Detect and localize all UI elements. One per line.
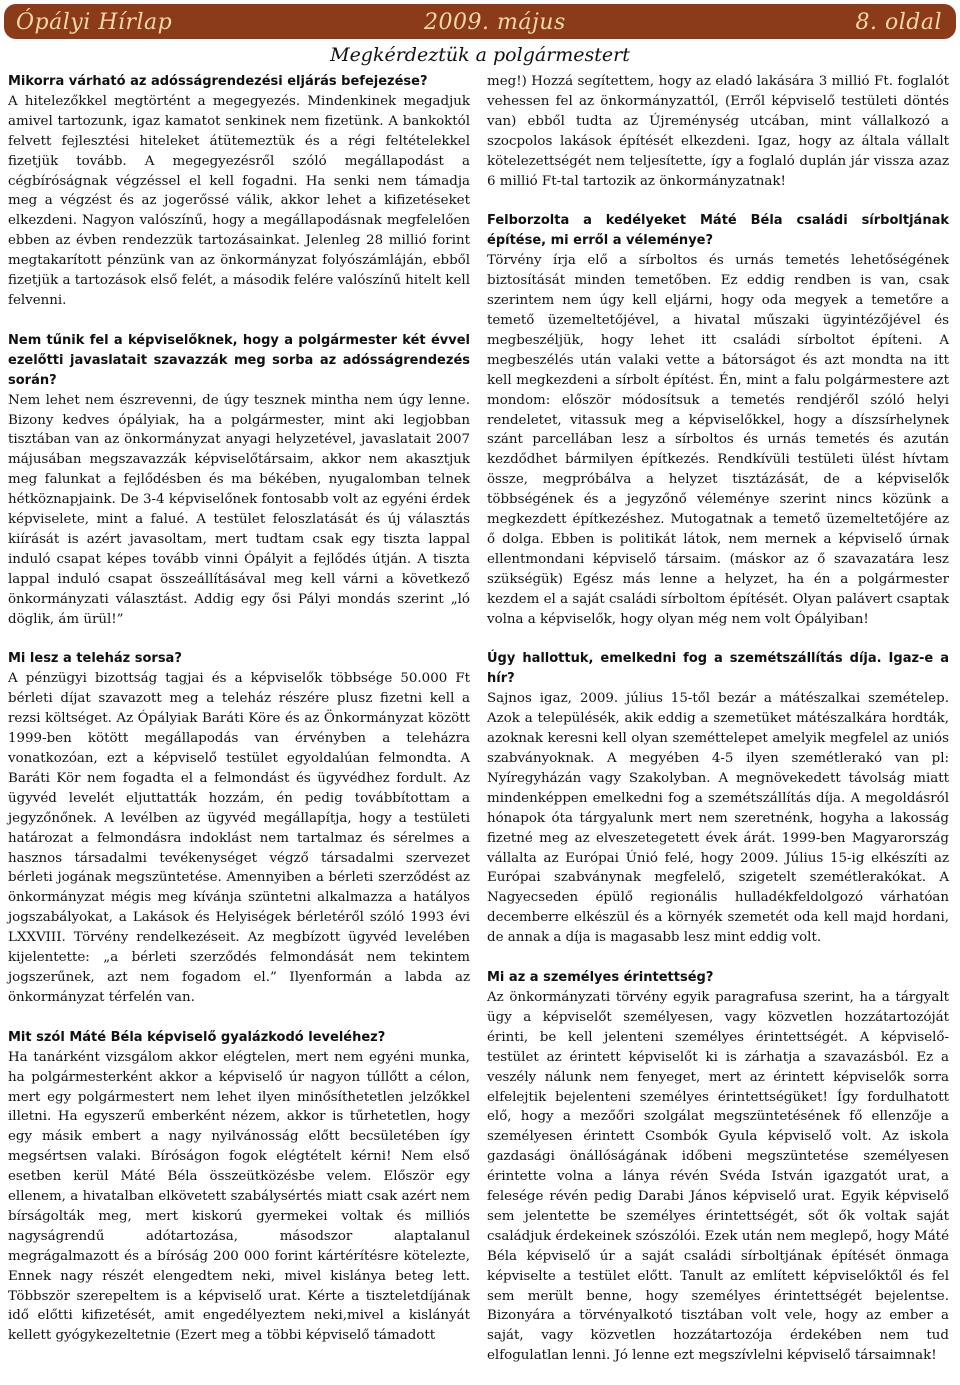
answer-7: Az önkormányzati törvény egyik paragrafusa szerint, ha a tárgyalt ügy a képviselőt személyesen, vagy közvetlen hozzátartozóját érinti, be kell jelenteni személyes érintettségét. A képviselő-testület az érintett képviselőt ki is zárhatja a szavazásból. Ez a veszély nálunk nem fenyeget, mert az érintett képviselők sorra elfelejtik bejelenteni személyes érintettségüket! Így fordulhatott elő, hogy a mezőőri szolgálat megszüntetésének fő ellenzője a személyesen érintett Csombók Gyula képviselő volt. Az iskola gazdasági önállóságának időbeni megszüntetése személyesen érintette volna a lánya révén Svéda István igazgatót urat, a felesége révén pedig Darabi János képviselő urat. Egyik képviselő sem jelentette be személyes érintettségét, sőt ők voltak saját családjuk érdekeinek szószólói. Ezek után nem meglepő, hogy Máté Béla képviselő úr a saját családi sírboltjának építését önmaga képviselte a testület előtt. Tanult az említett képviselőktől és fel sem merült benne, hogy személyes érintettségét bejelentse. Bizonyára a törvényalkotó tisztában volt vele, hogy az ember a saját, vagy közvetlen hozzátartozója érdekében nem tud elfogulatlan lenni. Jó lenne ezt megszívlelni képviselő társaimnak! — [487, 989, 949, 1364]
answer-3: A pénzügyi bizottság tagjai és a képviselők többsége 50.000 Ft bérleti díjat szavazott meg a teleház részére plusz fizetni kell a rezsi költséget. Az Ópályiak Baráti Köre és az Önkormányzat között 1999-ben kötött megállapodás van érvényben a teleházra vonatkozóan, ezt a képviselő testület egyoldalúan felmondta. A Baráti Kör nem fogadta el a felmondást és ügyvédhez fordult. Az ügyvéd levelét eljuttatták hozzám, én pedig továbbítottam a jegyzőnőnek. A levélben az ügyvéd megállapítja, hogy a testületi határozat a felmondásra indoklást nem tartalmaz és sérelmes a hasznos társadalmi tevékenységet végző társadalmi szervezet bérleti jogának megszüntetése. Amennyiben a bérleti szerződést az önkormányzat mégis meg kívánja szüntetni alkalmazza a hatályos jogszabályokat, a Lakások és Helyiségek bérletéről szóló 1993 évi LXXVIII. Törvény rendelkezéseit. Az megbízott ügyvéd levelében kijelentette: „a bérleti szerződés felmondását nem tekintem jogszerűnek, azt nem fogadom el.” Ilyenformán a labda az önkormányzat térfelén van. — [8, 671, 470, 1005]
question-6: Úgy hallottuk, emelkedni fog a szemétszállítás díja. Igaz-e a hír? — [487, 651, 949, 687]
question-1: Mikorra várható az adósságrendezési eljárás befejezése? — [8, 74, 428, 89]
answer-4: Ha tanárként vizsgálom akkor elégtelen, mert nem egyéni munka, ha polgármesterként akkor a képviselő úr nagyon túllőtt a célon, mert egy polgármestert nem lehet ilyen minősíthetetlen jelzőkkel illetni. Ha egyszerű emberként nézem, akkor is tűrhetetlen, hogy egy másik embert a nagy nyilvánosság előtt becsületében így megsértsen valaki. Bíróságon fogok elégtételt kérni! Nem első esetben kerül Máté Béla összeütközésbe velem. Először egy ellenem, a hivatalban elkövetett szabálysértés miatt csak azért nem bírságolták meg, mert kiskorú gyermekei voltak és milliós nagyságrendű adótartozása, másodszor alaptalanul megrágalmazott és a bíróság 200 000 forint kártérítésre kötelezte, Ennek nagy részét elengedtem neki, mivel kislánya beteg lett. Többször szerepeltem is a képviselő urat. Kérte a tiszteletdíjának idő előtti kifizetését, amit engedélyeztem neki,mivel a kislányát kellett gyógykezeltetnie (Ezert meg a többi képviselő támadott — [8, 1049, 470, 1344]
issue-date: 2009. május — [424, 10, 566, 35]
left-column — [8, 72, 470, 1346]
question-2: Nem tűnik fel a képviselőknek, hogy a polgármester két évvel ezelőtti javaslatait szavazzák meg sorba az adósságrendezés során? — [8, 332, 470, 388]
page-header — [4, 4, 956, 39]
right-column — [487, 72, 949, 1366]
question-5: Felborzolta a kedélyeket Máté Béla családi sírboltjának építése, mi erről a véleménye? — [487, 213, 949, 249]
question-4: Mit szól Máté Béla képviselő gyalázkodó leveléhez? — [8, 1029, 386, 1045]
paper-title: Ópályi Hírlap — [16, 10, 173, 35]
answer-1: A hitelezőkkel megtörtént a megegyezés. Mindenkinek megadjuk amivel tartozunk, igaz kamatot senkinek nem fizetünk. A bankoktól felvett fejlesztési hiteleket átütemeztük és a régi feltételekkel fizetjük tovább. A megegyezésről szóló megállapodást a cégbíróságnak végzéssel el kell fogadni. Ha senki nem támadja meg a végzést és az jogerőssé válik, akkor lehet a kifizetéseket elkezdeni. Nagyon valószínű, hogy a megállapodásnak megfelelően ebben az évben rendezzük tartozásainkat. Jelenleg 28 millió forint megtakarított pénzünk van az önkormányzat folyószámláján, ebből fizetjük a tartozások első felét, a második felére valószínű hitelt kell felvenni. — [8, 93, 470, 308]
question-7: Mi az a személyes érintettség? — [487, 970, 714, 986]
answer-5: Törvény írja elő a sírboltos és urnás temetés lehetőségének biztosítását minden temetőben. Ez eddig rendben is van, csak szerintem nem úgy kell eljárni, hogy oda megyek a temetőre a temető üzemeltetőjével, a hivatal műszaki ügyintézőjével és megbeszéljük, hogy lehet itt családi sírboltot építeni. A megbeszélés után valaki vette a bátorságot és azt mondta na itt kell megkezdeni a sírbolt építést. Én, mint a falu polgármestere azt mondom: először módosítsuk a temetés rendjéről szóló helyi rendeletet, vitassuk meg a képviselőkkel, hogy a díszsírhelynek szánt parcellában lesz a sírboltos és urnás temetés és azután kezdődhet bármilyen építkezés. Rendkívüli testületi ülést hívtam össze, megpróbálva a helyzet tisztázását, de a képviselők többségének és a jegyzőnő véleménye szerint nincs közünk a megkezdett építkezéshez. Mutogatnak a temető üzemeltetőjére az ő dolga. Ebben is politikát látok, nem mernek a képviselő úrnak ellentmondani képviselő társaim. (máskor az ő szavazatára lesz szükségük) Egész más lenne a helyzet, ha én a polgármester kezdem el a saját családi sírboltom építését. Olyan palávert csaptak volna a képviselők, hogy olyan még nem volt Ópályiban! — [487, 253, 949, 627]
article-title: Megkérdeztük a polgármestert — [330, 44, 630, 66]
answer-2: Nem lehet nem észrevenni, de úgy tesznek mintha nem úgy lenne. Bizony kedves ópályiak, ha a polgármester, mint aki legjobban tisztában van az önkormányzat anyagi helyzetével, javaslatait 2007 májusában megszavazzák képviselőtársaim, akkor nem akasztjuk meg falunkat a fejlődésben és ma békében, nyugalomban telnek hétköznapjaink. De 3-4 képviselőnek fontosabb volt az egyéni érdek képviselete, mint a falué. A testület feloszlatását és új választás kiírását is azért javasoltam, mert tudtam csak egy tiszta lappal induló csapat képes tovább vinni Ópályit a fejlődés útján. A tiszta lappal induló csapat összeállításával meg kell várni a következő önkormányzati választást. Addig egy ősi Pályi mondás szerint „ló döglik, ám ürül!” — [8, 392, 470, 627]
answer-6: Sajnos igaz, 2009. július 15-től bezár a mátészalkai szemételep. Azok a településék, akik eddig a szemetüket mátészalkára hordták, azoknak keresni kell olyan szeméttelepet amelyik megfelel az uniós szabványoknak. A megyében 4-5 ilyen szemétlerakó van pl: Nyíregyházán vagy Szakolyban. A megnövekedett távolság miatt mindenképpen emelkedni fog a szemétszállítás díja. A megoldásról hónapok óta tárgyalunk mert nem szeretnénk, hogyha a lakosság fizetné meg az elveszetegetett évek árát. 1999-ben Magyarország vállalta az Európai Únió felé, hogy 2009. Július 15-ig elkészíti az Európai szabványnak megfelelő, szigetelt szemétlerakókat. A Nagyecseden épülő regionális hulladékfeldolgozó várhatóan decemberre elkészül és a környék szemetét oda kell majd hordani, de annak a díja is magasabb lesz mint eddig volt. — [487, 691, 949, 946]
page-number: 8. oldal — [855, 10, 942, 35]
question-3: Mi lesz a teleház sorsa? — [8, 651, 182, 667]
answer-4-continued: meg!) Hozzá segítettem, hogy az eladó lakására 3 millió Ft. foglalót vehessen fel az önkormányzattól, (Erről képviselő testületi döntés van) ebből tudta az Újreménység utcában, mint vállalkozó a szocpolos lakások építését elkezdeni. Igaz, hogy az általa vállalt kötelezettségét nem teljesítette, így a foglaló duplán jár vissza azaz 6 millió Ft-tal tartozik az önkormányzatnak! — [487, 74, 949, 189]
